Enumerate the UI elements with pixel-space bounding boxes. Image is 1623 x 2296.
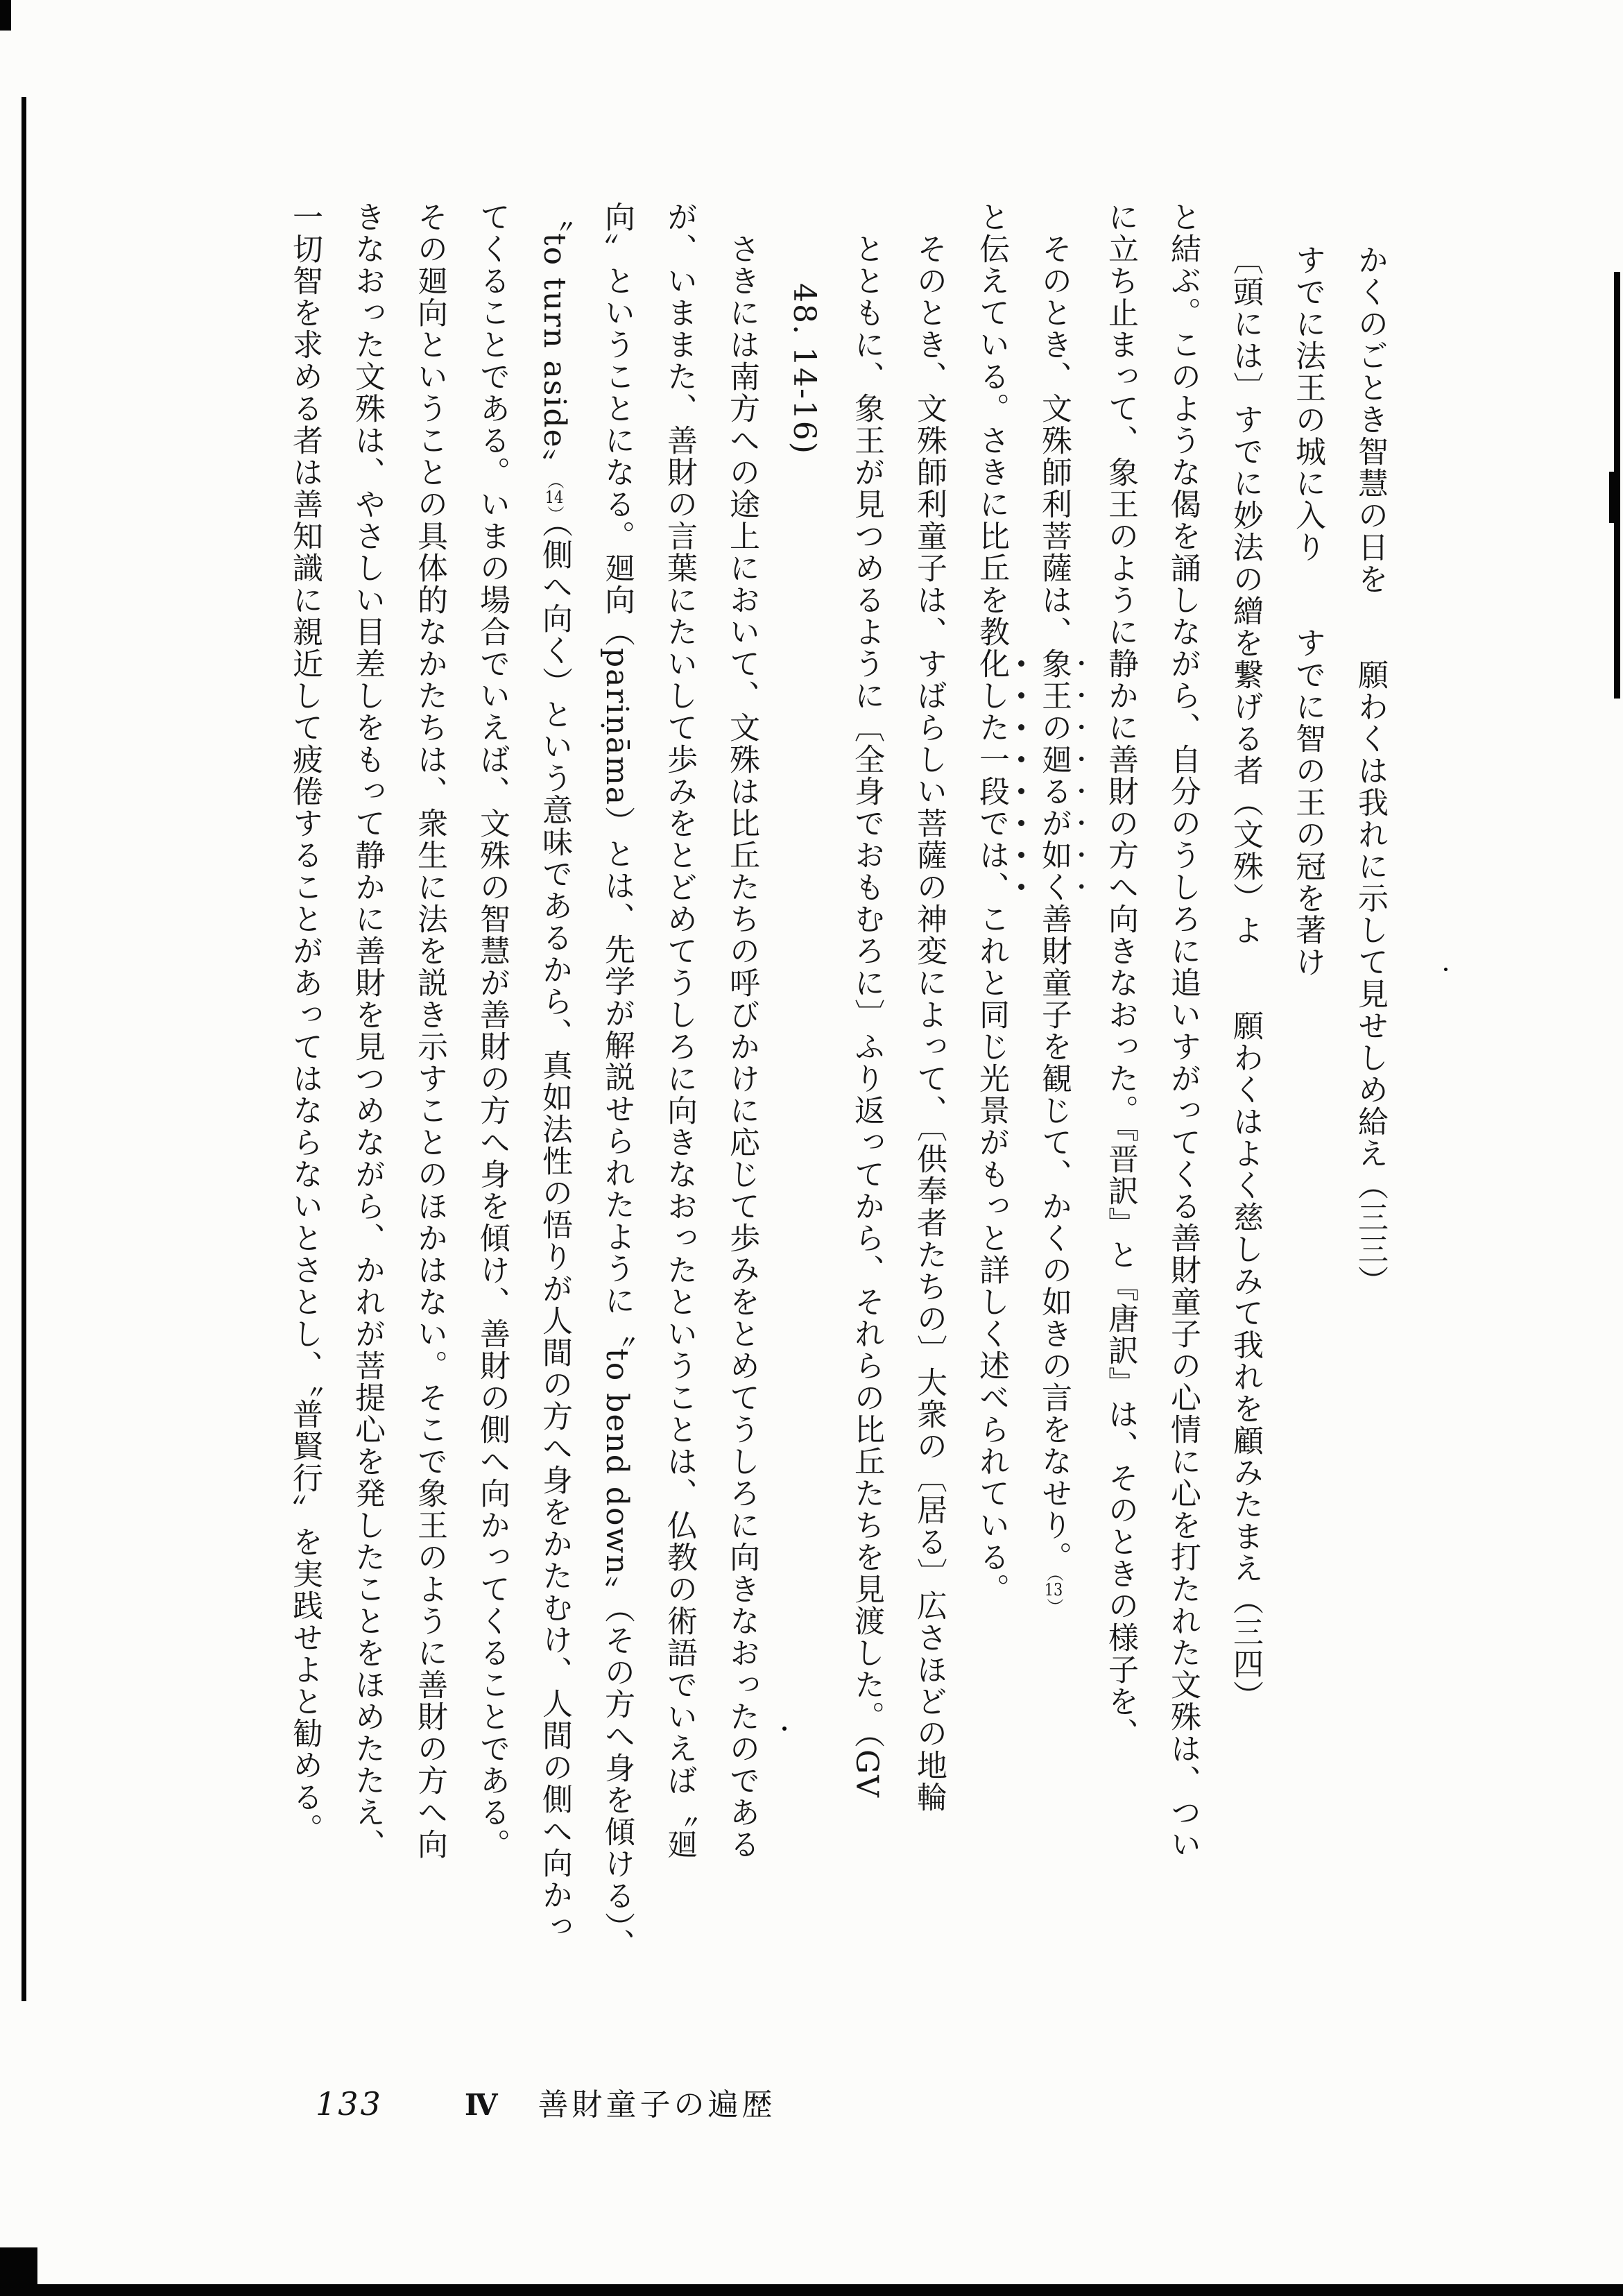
- text-block: [273, 201, 1401, 2032]
- text-column-1: かくのごとき智慧の日を 願わくは我れに示して見せしめ給え（三三）: [1352, 244, 1388, 1297]
- text-column-3: 〔頭には〕すでに妙法の繒を繋げる者（文殊）よ 願わくはよく慈しみて我れを顧みたまえ（三四）: [1228, 244, 1263, 1712]
- text-column-8: そのとき、文殊師利童子は、すばらしい菩薩の神変によって、〔供奉者たちの〕大衆の〔居る〕広さほどの地輪: [911, 233, 947, 1813]
- text-column-12: が、いままた、善財の言葉にたいして歩みをとどめてうしろに向きなおったということは、仏教の術語でいえば〝廻: [662, 201, 697, 1860]
- text-column-9: とともに、象王が見つめるように〔全身でおもむろに〕ふり返ってから、それらの比丘たちを見渡した。（GV: [849, 233, 884, 1799]
- text-column-6: そのとき、文殊師利菩薩は、象王の廻るが如く善財童子を観じて、かくの如きの言をなせり。（ 13 ）: [1022, 201, 1089, 2032]
- text-column-17: きなおった文殊は、やさしい目差しをもって静かに善財を見つめながら、かれが菩提心を発したことをほめたたえ、: [350, 201, 385, 1860]
- scan-artifact-left-edge-line: [22, 97, 26, 2001]
- text-column-2: すでに法王の城に入り すでに智の王の冠を著け: [1290, 244, 1325, 978]
- scan-artifact-right-edge-knot: [1609, 472, 1620, 523]
- text-column-18: 一切智を求める者は善知識に親近して疲倦することがあってはならないとさとし、〝普賢行〟を実践せよと勧める。: [287, 201, 323, 1845]
- text-column-5: に立ち止まって、象王のように静かに善財の方へ向きなおった。『晋訳』と『唐訳』は、そのときの様子を、: [1103, 201, 1138, 1749]
- text-column-13: 向〟ということになる。廻向（pariṇāma）とは、先学が解説せられたように〝to bend down〟（その方へ身を傾ける）、: [599, 201, 635, 1960]
- page-number: 133: [316, 2085, 383, 2123]
- scan-artifact-top-left-mark: [0, 0, 11, 31]
- chapter-title: 善財童子の遍歴: [538, 2087, 776, 2123]
- text-column-16: その廻向ということの具体的なかたちは、衆生に法を説き示すことのほかはない。そこで象王のように善財の方へ向: [412, 201, 447, 1860]
- text-column-10: 48. 14-16): [787, 283, 822, 455]
- scan-artifact-speck: [782, 1727, 787, 1731]
- text-column-15: てくることである。いまの場合でいえば、文殊の智慧が善財の方へ身を傾け、善財の側へ向かってくることである。: [474, 201, 510, 1860]
- footnote-marker: （ 13 ）: [1044, 1573, 1063, 1615]
- scan-artifact-bottom-band: [0, 2284, 1623, 2296]
- chapter-numeral: Ⅳ: [464, 2088, 498, 2122]
- text-column-11: さきには南方への途上において、文殊は比丘たちの呼びかけに応じて歩みをとめてうしろに向きなおったのである: [724, 233, 759, 1860]
- emphasis-dots-left: [1018, 660, 1024, 890]
- scan-artifact-speck: [1444, 968, 1448, 971]
- page-footer: [316, 2080, 775, 2124]
- text-column-7: と伝えている。さきに比丘を教化した一段では、これと同じ光景がもっと詳しく述べられている。: [974, 201, 1009, 1605]
- text-column-4: と結ぶ。このような偈を誦しながら、自分のうしろに追いすがってくる善財童子の心情に心を打たれた文殊は、つい: [1165, 201, 1201, 1860]
- emphasized-text: 象王の廻るが如く: [1036, 648, 1072, 903]
- footnote-marker: （ 14 ）: [544, 481, 564, 522]
- scan-artifact-bottom-left-blob: [0, 2247, 37, 2296]
- text-column-14: 〝to turn aside〟（ 14 ）（側へ向く）という意味であるから、真如法性の悟りが人間の方へ身をかたむけ、人間の側へ向かっ: [523, 201, 585, 2032]
